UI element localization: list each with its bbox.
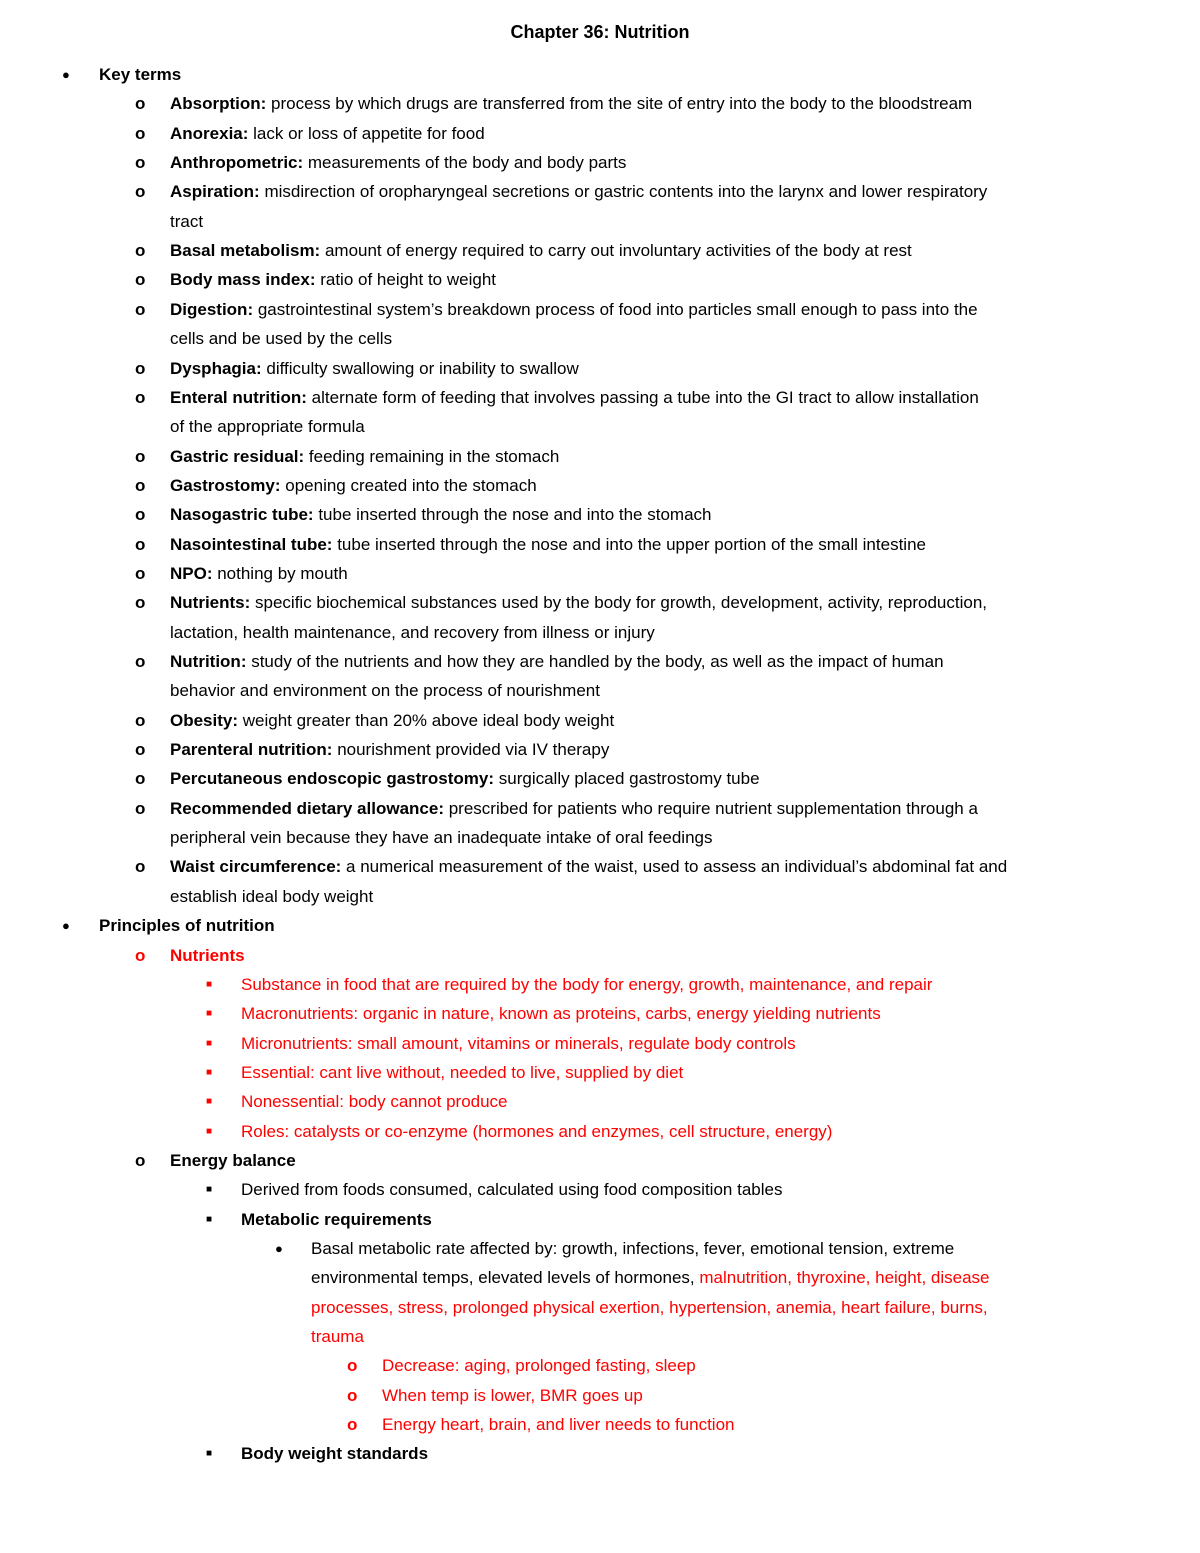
list-marker: o [135,534,146,554]
definition-text: Roles: catalysts or co-enzyme (hormones and enzymes, cell structure, energy) [241,1121,833,1141]
line-text [170,618,655,647]
outline-line [0,676,1200,705]
outline-line [0,530,1200,559]
term-label: Nasointestinal tube: [170,534,333,554]
term-label: Key terms [99,65,182,84]
term-label: Body mass index: [170,270,316,290]
definition-text: alternate form of feeding that involves passing a tube into the GI tract to allow installation [306,387,979,407]
term-label: Nutrients: [170,593,251,613]
outline-line [0,1117,1200,1146]
line-text [170,89,972,118]
definition-text: tract [170,211,204,231]
term-label: Percutaneous endoscopic gastrostomy: [170,769,495,789]
term-label: Principles of nutrition [99,916,275,936]
line-text [170,559,348,588]
outline-line [0,823,1200,852]
line-text [170,500,711,529]
line-text [241,999,881,1028]
definition-text: ratio of height to weight [315,270,497,290]
line-text [170,588,987,617]
definition-text: gastrointestinal system’s breakdown process of food into particles small enough to pass into the [253,299,978,319]
definition-text: trauma [311,1327,364,1347]
line-text [170,383,979,412]
definition-text: opening created into the stomach [280,475,537,495]
definition-text: Basal metabolic rate affected by: growth, infections, fever, emotional tension, extreme [311,1239,955,1258]
line-text [170,1146,296,1175]
definition-text: Nonessential: body cannot produce [241,1092,508,1112]
line-text [311,1293,988,1322]
line-text [170,530,926,559]
outline-line [0,89,1200,118]
line-text [170,412,365,441]
term-label: Nasogastric tube: [170,505,314,525]
line-text [170,265,496,294]
list-marker: o [135,182,146,202]
list-marker: o [135,475,146,495]
line-text [241,1058,683,1087]
list-marker: o [135,857,146,877]
line-text [170,676,600,705]
outline-line [0,265,1200,294]
list-marker: o [135,769,146,789]
term-label: Metabolic requirements [241,1209,432,1229]
term-label: Obesity: [170,710,239,730]
term-label: NPO: [170,563,213,583]
line-text [170,794,978,823]
line-text [170,471,537,500]
line-text [170,706,614,735]
list-marker: o [135,945,146,965]
list-marker: o [135,652,146,671]
definition-text: study of the nutrients and how they are handled by the body, as well as the impact of human [246,652,944,671]
line-text [241,1175,782,1204]
definition-text: Decrease: aging, prolonged fasting, sleep [382,1356,696,1376]
list-marker: ■ [206,1008,213,1020]
line-text [170,823,713,852]
definition-text: a numerical measurement of the waist, used to assess an individual’s abdominal fat and [341,857,1008,877]
definition-text: process by which drugs are transferred from the site of entry into the body to the bloodstream [266,94,973,114]
outline-line [0,236,1200,265]
line-text [170,324,392,353]
line-text [99,911,275,940]
definition-text: lack or loss of appetite for food [248,123,485,143]
outline-line [0,1205,1200,1234]
term-label: Aspiration: [170,182,260,202]
outline-line [0,588,1200,617]
list-marker: o [135,94,146,114]
outline-line [0,1058,1200,1087]
definition-text: cells and be used by the cells [170,329,393,349]
list-marker: o [135,798,146,818]
outline-line [0,119,1200,148]
definition-text: amount of energy required to carry out involuntary activities of the body at rest [320,241,912,261]
list-marker: o [135,299,146,319]
line-text [311,1263,989,1292]
line-text [170,177,987,206]
outline-line [0,207,1200,236]
term-label: Anthropometric: [170,153,304,173]
definition-text: prescribed for patients who require nutrient supplementation through a [443,798,978,818]
list-marker: ■ [206,1213,213,1225]
list-marker: ● [62,67,70,82]
definition-text: establish ideal body weight [170,886,374,906]
line-text [170,236,912,265]
definition-text: peripheral vein because they have an inadequate intake of oral feedings [170,828,713,848]
definition-text: tube inserted through the nose and into the stomach [313,505,712,525]
term-label: Waist circumference: [170,857,342,877]
line-text [241,1029,796,1058]
highlighted-text: malnutrition, thyroxine, height, disease [699,1268,990,1288]
line-text [170,764,760,793]
outline-line [0,911,1200,940]
outline-line [0,354,1200,383]
line-text [382,1381,643,1410]
line-text [170,852,1007,881]
list-marker: o [135,446,146,466]
line-text [241,1117,832,1146]
line-text [170,882,373,911]
outline-line [0,412,1200,441]
term-label: Nutrition: [170,652,247,671]
definition-text: When temp is lower, BMR goes up [382,1385,643,1405]
line-text [99,60,181,89]
list-marker: ● [62,918,70,934]
outline-line [0,764,1200,793]
term-label: Anorexia: [170,123,249,143]
outline-line [0,735,1200,764]
outline-line [0,852,1200,881]
term-label: Energy balance [170,1150,296,1170]
outline-line [0,559,1200,588]
list-marker: ■ [206,1037,213,1049]
definition-text: lactation, health maintenance, and recovery from illness or injury [170,622,655,642]
list-marker: o [347,1356,358,1376]
list-marker: o [135,270,146,290]
term-label: Nutrients [170,945,245,965]
list-marker: o [135,358,146,378]
definition-text: nothing by mouth [212,563,348,583]
outline-line [0,177,1200,206]
definition-text: Essential: cant live without, needed to live, supplied by diet [241,1062,684,1082]
outline-line [0,1263,1200,1292]
outline-line [0,1439,1200,1468]
list-marker: o [135,241,146,261]
term-label: Dysphagia: [170,358,262,378]
definition-text: difficulty swallowing or inability to swallow [261,358,579,378]
outline-line [0,882,1200,911]
line-text [311,1234,954,1263]
outline-line [0,1234,1200,1263]
line-text [170,207,203,236]
outline-line [0,999,1200,1028]
outline-line [0,970,1200,999]
list-marker: o [135,505,146,525]
list-marker: o [135,593,146,613]
definition-text: of the appropriate formula [170,417,365,437]
outline-line [0,618,1200,647]
definition-text: Substance in food that are required by the body for energy, growth, maintenance, and repair [241,974,933,994]
term-label: Parenteral nutrition: [170,740,333,760]
definition-text: processes, stress, prolonged physical exertion, hypertension, anemia, heart failure, burns, [311,1297,988,1317]
list-marker: o [135,563,146,583]
list-marker: o [135,710,146,730]
definition-text: surgically placed gastrostomy tube [494,769,760,789]
definition-text: misdirection of oropharyngeal secretions or gastric contents into the larynx and lower respiratory [259,182,988,202]
line-text [170,119,485,148]
outline-line [0,148,1200,177]
line-text [170,354,579,383]
list-marker: o [135,740,146,760]
definition-text: behavior and environment on the process of nourishment [170,681,600,701]
outline-line [0,1175,1200,1204]
term-label: Digestion: [170,299,254,319]
outline-line [0,60,1200,89]
outline-line [0,794,1200,823]
outline-line [0,471,1200,500]
term-label: Enteral nutrition: [170,387,307,407]
line-text [170,735,609,764]
line-text [170,941,245,970]
term-label: Gastric residual: [170,446,305,466]
line-text [170,148,626,177]
outline-line [0,1322,1200,1351]
page-title: Chapter 36: Nutrition [510,22,690,42]
outline-line [0,706,1200,735]
list-marker: o [347,1415,358,1435]
definition-text: weight greater than 20% above ideal body weight [238,710,615,730]
list-marker: ■ [206,1125,213,1137]
definition-text: Energy heart, brain, and liver needs to function [382,1415,735,1435]
outline-line [0,941,1200,970]
line-text [241,1439,428,1468]
outline-line [0,383,1200,412]
line-text [241,1087,508,1116]
outline-line [0,1410,1200,1439]
term-label: Gastrostomy: [170,475,281,495]
term-label: Basal metabolism: [170,241,321,261]
term-label: Recommended dietary allowance: [170,798,444,818]
line-text [311,1322,364,1351]
line-text [382,1351,696,1380]
outline-line [0,442,1200,471]
definition-text: environmental temps, elevated levels of hormones, [311,1268,700,1288]
list-marker: ■ [206,1448,213,1460]
term-label: Absorption: [170,94,267,114]
outline-line [0,1381,1200,1410]
outline-line [0,1087,1200,1116]
line-text [241,1205,432,1234]
outline-line [0,1146,1200,1175]
outline-line [0,1351,1200,1380]
list-marker: o [135,153,146,173]
list-marker: o [135,387,146,407]
outline-line [0,647,1200,676]
list-marker: ■ [206,1066,213,1078]
definition-text: measurements of the body and body parts [303,153,627,173]
line-text [170,295,978,324]
outline-line [0,295,1200,324]
outline-line [0,324,1200,353]
line-text [241,970,932,999]
definition-text: Macronutrients: organic in nature, known as proteins, carbs, energy yielding nutrients [241,1004,881,1024]
definition-text: Derived from foods consumed, calculated using food composition tables [241,1180,783,1200]
list-marker: o [347,1385,358,1405]
outline-line [0,500,1200,529]
list-marker: o [135,123,146,143]
definition-text: feeding remaining in the stomach [304,446,560,466]
list-marker: ● [275,1241,283,1256]
line-text [170,442,559,471]
line-text [382,1410,735,1439]
definition-text: nourishment provided via IV therapy [332,740,610,760]
definition-text: specific biochemical substances used by the body for growth, development, activity, reproduction, [250,593,988,613]
list-marker: ■ [206,1096,213,1108]
definition-text: tube inserted through the nose and into the upper portion of the small intestine [332,534,926,554]
definition-text: Micronutrients: small amount, vitamins or minerals, regulate body controls [241,1033,796,1053]
list-marker: o [135,1150,146,1170]
outline-line [0,1029,1200,1058]
term-label: Body weight standards [241,1444,429,1464]
list-marker: ■ [206,1184,213,1196]
list-marker: ■ [206,978,213,990]
outline-line [0,1293,1200,1322]
line-text [170,647,944,676]
